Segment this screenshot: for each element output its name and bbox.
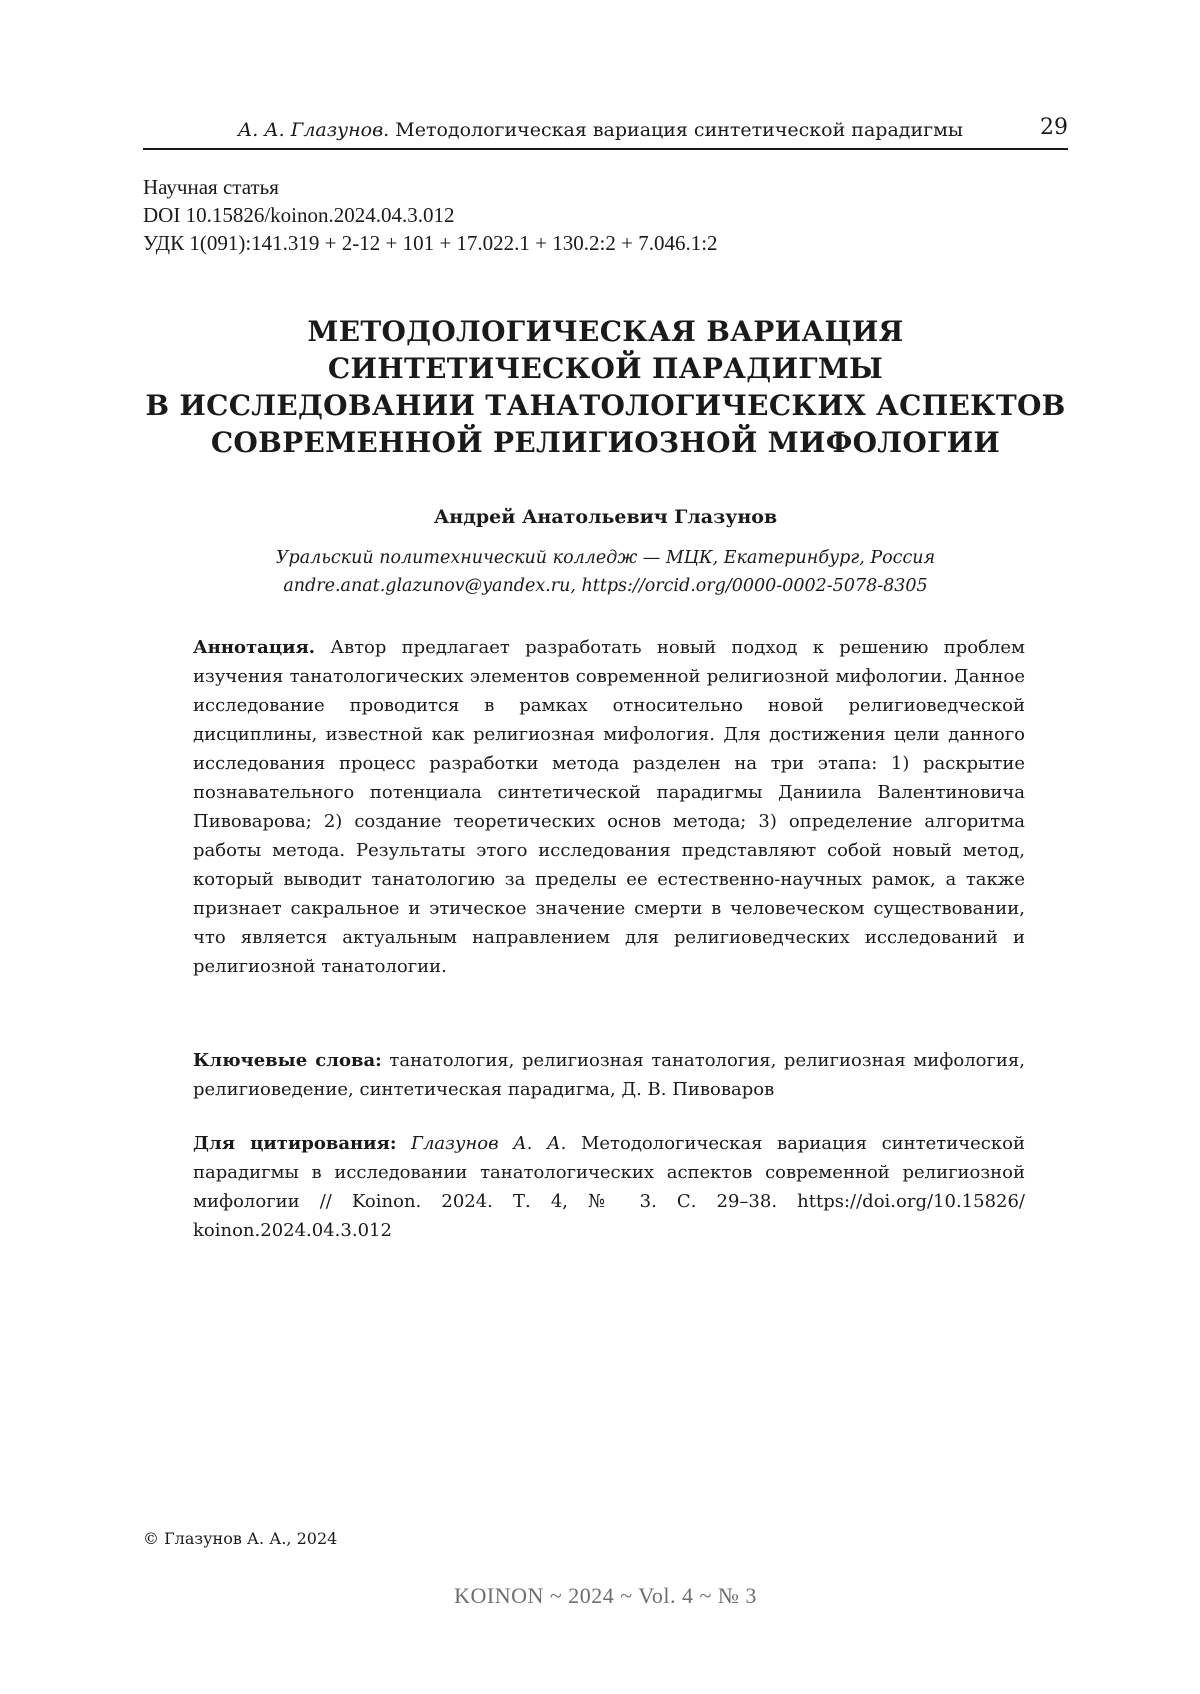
author-contacts[interactable]: andre.anat.glazunov@yandex.ru, https://orcid.org/0000-0002-5078-8305 — [283, 576, 928, 596]
title-line: В ИССЛЕДОВАНИИ ТАНАТОЛОГИЧЕСКИХ АСПЕКТОВ — [145, 389, 1066, 422]
author-affiliation-block — [143, 544, 1068, 600]
abstract-label: Аннотация. — [193, 637, 316, 658]
udk: УДК 1(091):141.319 + 2-12 + 101 + 17.022.1 + 130.2:2 + 7.046.1:2 — [143, 231, 718, 255]
article-type: Научная статья — [143, 175, 279, 199]
journal-footer: KOINON ~ 2024 ~ Vol. 4 ~ № 3 — [454, 1583, 757, 1608]
citation-text: Методологическая вариация синтетической парадигмы в исследовании танатологических аспектов современной религиозной мифологии // Koinon. 2024. Т. 4, № 3. С. 29–38. https://doi.org/10.15826/​koinon.2024.04.3.012 — [193, 1133, 1025, 1241]
keywords — [193, 1046, 1025, 1104]
author-name: Андрей Анатольевич Глазунов — [433, 506, 778, 528]
abstract — [193, 633, 1025, 981]
keywords-label: Ключевые слова: — [193, 1050, 382, 1071]
author-affiliation: Уральский политехнический колледж — МЦК, Екатеринбург, Россия — [275, 548, 936, 568]
running-head-author: А. А. Глазунов. — [237, 119, 390, 141]
doi: DOI 10.15826/koinon.2024.04.3.012 — [143, 203, 455, 227]
title-line: СОВРЕМЕННОЙ РЕЛИГИОЗНОЙ МИФОЛОГИИ — [210, 426, 1001, 459]
citation-authors: Глазунов А. А. — [411, 1133, 567, 1154]
copyright: © Глазунов А. А., 2024 — [143, 1529, 338, 1548]
page-number: 29 — [1040, 115, 1068, 140]
abstract-text: Автор предлагает разработать новый подход к решению проблем изучения танатологических элементов современной религиозной мифологии. Данное исследование проводится в рамках относительно новой религиоведческой дисциплины, известной как религиозная мифология. Для достижения цели данного исследования процесс разработки метода разделен на три этапа: 1) раскрытие познавательного потенциала синтетической парадигмы Даниила Валентиновича Пивоварова; 2) создание теоретических основ метода; 3) определение алгоритма работы метода. Результаты этого исследования представляют собой новый метод, который выводит танатологию за пределы ее естественно-научных рамок, а также признает сакральное и этическое значение смерти в человеческом существовании, что является актуальным направлением для религиоведческих исследований и религиозной танатологии. — [193, 637, 1025, 977]
title-line: МЕТОДОЛОГИЧЕСКАЯ ВАРИАЦИЯ — [307, 315, 904, 348]
citation-label: Для цитирования: — [193, 1133, 397, 1154]
title-line: СИНТЕТИЧЕСКОЙ ПАРАДИГМЫ — [327, 352, 884, 385]
citation — [193, 1129, 1025, 1245]
running-head-title: Методологическая вариация синтетической парадигмы — [395, 119, 963, 141]
keywords-text: танатология, религиозная танатология, религиозная мифология, религиоведение, синтетическая парадигма, Д. В. Пивоваров — [193, 1050, 1025, 1100]
article-title — [143, 313, 1068, 461]
running-head-text — [238, 118, 963, 142]
running-head — [143, 116, 1068, 150]
article-meta — [143, 173, 718, 257]
